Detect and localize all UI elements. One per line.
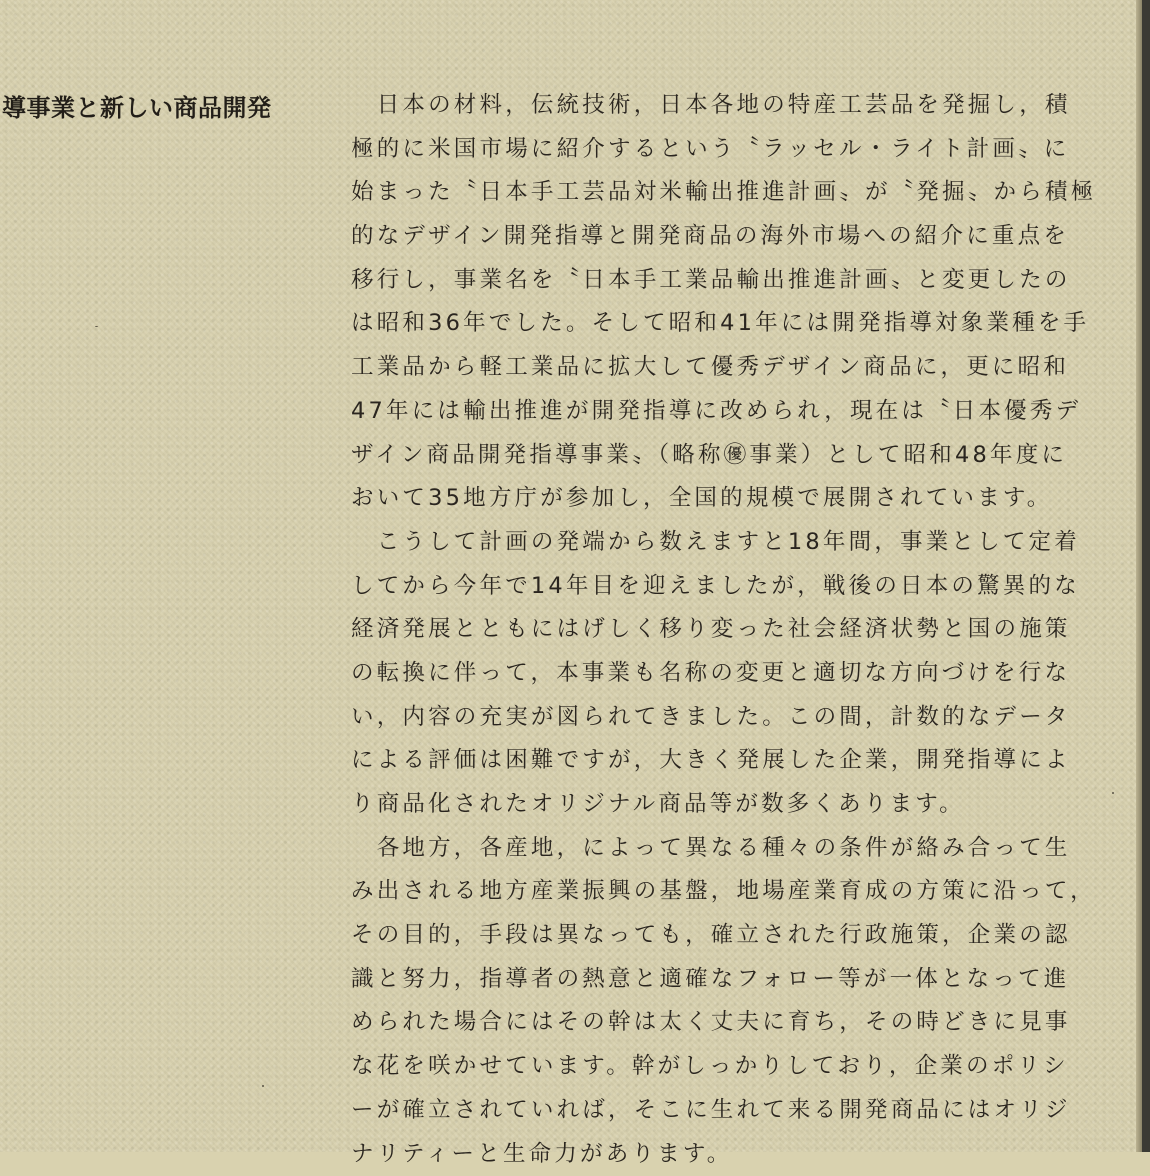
text-line: い，内容の充実が図られてきました。この間，計数的なデータ [351, 696, 1091, 740]
text-line: その目的，手段は異なっても，確立された行政施策，企業の認 [351, 914, 1091, 958]
text-line: り商品化されたオリジナル商品等が数多くあります。 [351, 783, 1091, 827]
text-line: は昭和36年でした。そして昭和41年には開発指導対象業種を手 [351, 302, 1091, 346]
text-line: ーが確立されていれば，そこに生れて来る開発商品にはオリジ [351, 1089, 1091, 1133]
text-line: 始まった〝日本手工芸品対米輸出推進計画〟が〝発掘〟から積極 [351, 171, 1091, 215]
text-line: められた場合にはその幹は太く丈夫に育ち，その時どきに見事 [351, 1001, 1091, 1045]
text-line: 極的に米国市場に紹介するという〝ラッセル・ライト計画〟に [351, 128, 1091, 172]
text-line: の転換に伴って，本事業も名称の変更と適切な方向づけを行な [351, 652, 1091, 696]
text-line: 各地方，各産地，によって異なる種々の条件が絡み合って生 [351, 827, 1091, 871]
text-line: な花を咲かせています。幹がしっかりしており，企業のポリシ [351, 1045, 1091, 1089]
paper-speck [262, 1085, 264, 1087]
text-line: してから今年で14年目を迎えましたが，戦後の日本の驚異的な [351, 565, 1091, 609]
text-line: 工業品から軽工業品に拡大して優秀デザイン商品に，更に昭和 [351, 346, 1091, 390]
text-line: おいて35地方庁が参加し，全国的規模で展開されています。 [351, 477, 1091, 521]
text-line: ザイン商品開発指導事業〟（略称㊝事業）として昭和48年度に [351, 434, 1091, 478]
text-line: による評価は困難ですが，大きく発展した企業，開発指導によ [351, 739, 1091, 783]
body-text [351, 84, 1091, 1176]
text-line: 識と努力，指導者の熱意と適確なフォロー等が一体となって進 [351, 958, 1091, 1002]
text-line: 経済発展とともにはげしく移り変った社会経済状勢と国の施策 [351, 608, 1091, 652]
text-line: 移行し，事業名を〝日本手工業品輸出推進計画〟と変更したの [351, 259, 1091, 303]
paper-speck [1112, 792, 1114, 794]
paper-speck [95, 326, 98, 327]
text-line: 47年には輸出推進が開発指導に改められ，現在は〝日本優秀デ [351, 390, 1091, 434]
text-line: こうして計画の発端から数えますと18年間，事業として定着 [351, 521, 1091, 565]
section-heading: 導事業と新しい商品開発 [2, 88, 272, 123]
text-line: 日本の材料，伝統技術，日本各地の特産工芸品を発掘し，積 [351, 84, 1091, 128]
text-line: み出される地方産業振興の基盤，地場産業育成の方策に沿って， [351, 870, 1091, 914]
scan-border [1142, 0, 1150, 1152]
text-line: 的なデザイン開発指導と開発商品の海外市場への紹介に重点を [351, 215, 1091, 259]
text-line: ナリティーと生命力があります。 [351, 1133, 1091, 1176]
